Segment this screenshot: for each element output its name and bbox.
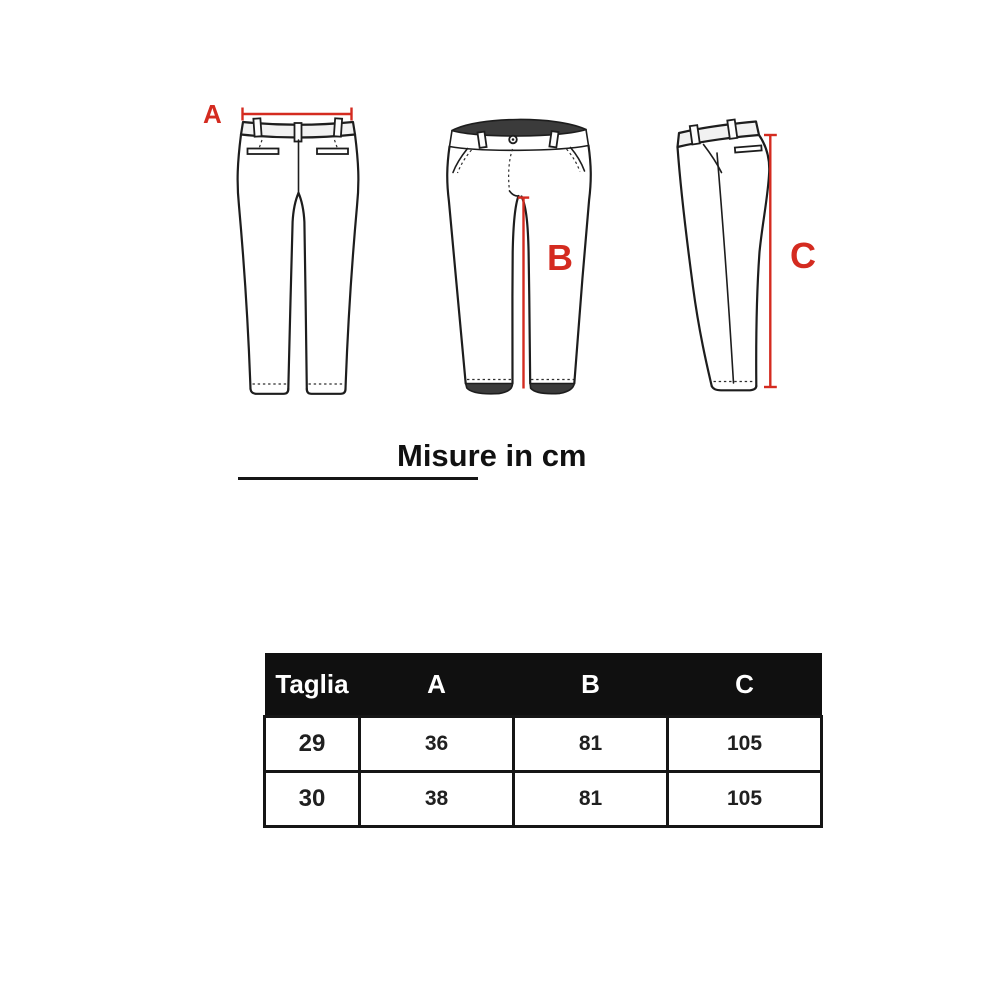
front-pocket xyxy=(453,149,468,173)
pants-side-view-drawing xyxy=(660,100,825,420)
size-table-header-row xyxy=(265,653,822,717)
cell-value: 105 xyxy=(668,717,822,772)
belt-loop xyxy=(253,118,261,136)
hem-opening xyxy=(466,384,513,394)
measurement-label-b: B xyxy=(547,237,573,278)
title-underline xyxy=(238,477,478,480)
table-row-size-29 xyxy=(265,717,822,772)
cell-value: 81 xyxy=(514,717,668,772)
back-pocket-welt xyxy=(248,149,279,155)
page-title: Misure in cm xyxy=(397,438,587,473)
belt-loop xyxy=(549,131,558,147)
pants-back-view-drawing xyxy=(225,100,375,420)
back-pocket-welt xyxy=(735,145,762,152)
cell-size: 29 xyxy=(265,717,360,772)
back-pocket-welt xyxy=(317,149,348,155)
belt-loop xyxy=(727,120,737,139)
measurement-line-c xyxy=(764,135,777,387)
header-cell-c: C xyxy=(668,653,822,717)
belt-loop xyxy=(334,118,342,136)
header-cell-b: B xyxy=(514,653,668,717)
cell-value: 105 xyxy=(668,772,822,827)
pants-front-view-drawing xyxy=(435,100,610,420)
belt-loop xyxy=(295,123,302,142)
table-row-size-30 xyxy=(265,772,822,827)
belt-loop xyxy=(477,132,486,148)
cell-value: 81 xyxy=(514,772,668,827)
hem-opening xyxy=(530,384,574,394)
size-table xyxy=(263,653,823,828)
cell-value: 36 xyxy=(360,717,514,772)
measurement-label-a: A xyxy=(203,99,222,129)
measurement-label-c: C xyxy=(790,235,816,276)
front-pocket xyxy=(571,148,585,172)
cell-size: 30 xyxy=(265,772,360,827)
fly-stitch xyxy=(509,149,513,191)
waistband-interior xyxy=(452,119,586,136)
header-cell-a: A xyxy=(360,653,514,717)
cell-value: 38 xyxy=(360,772,514,827)
belt-loop xyxy=(690,125,700,144)
leg-crease xyxy=(717,153,734,383)
header-cell-taglia: Taglia xyxy=(265,653,360,717)
